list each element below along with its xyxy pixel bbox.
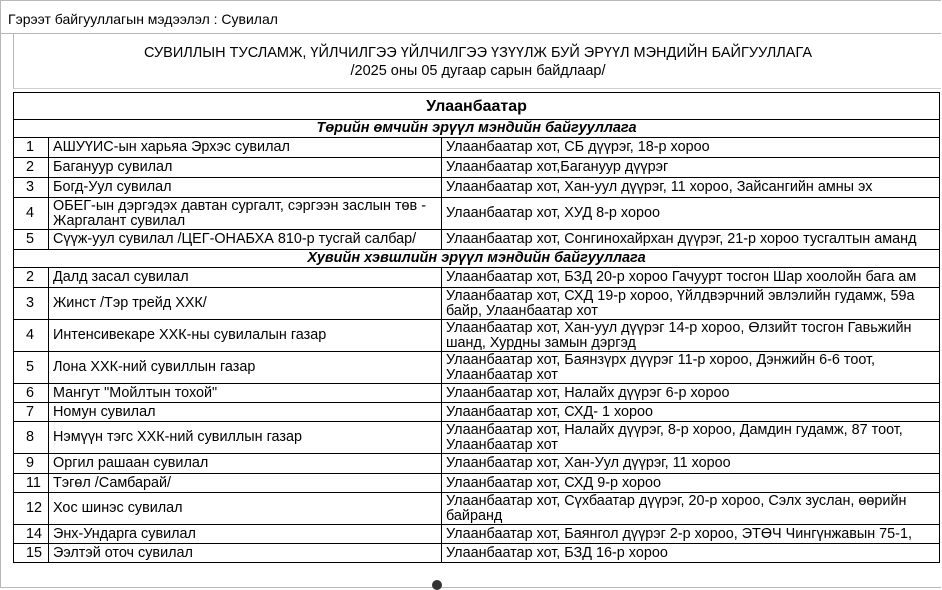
table-row: [14, 288, 940, 320]
table-row: [14, 198, 940, 230]
facility-name: Энх-Ундарга сувилал: [49, 525, 442, 544]
row-number: 4: [14, 198, 49, 230]
row-number: 5: [14, 352, 49, 384]
facility-address: Улаанбаатар хот, Баянзүрх дүүрэг 11-р хороо, Дэнжийн 6-6 тоот, Улаанбаатар хот: [442, 352, 940, 384]
facility-address: Улаанбаатар хот, Налайх дүүрэг 6-р хороо: [442, 384, 940, 403]
facility-address: Улаанбаатар хот, БЗД 20-р хороо Гачуурт тосгон Шар хоолойн бага ам: [442, 268, 940, 288]
facility-address: Улаанбаатар хот, СБ дүүрэг, 18-р хороо: [442, 138, 940, 158]
table-row: [14, 268, 940, 288]
facility-name: Далд засал сувилал: [49, 268, 442, 288]
facility-name: Жинст /Тэр трейд ХХК/: [49, 288, 442, 320]
facility-address: Улаанбаатар хот, Хан-Уул дүүрэг, 11 хороо: [442, 454, 940, 474]
row-number: 7: [14, 403, 49, 422]
row-number: 9: [14, 454, 49, 474]
table-row: [14, 525, 940, 544]
facility-name: Сүүж-уул сувилал /ЦЕГ-ОНАБХА 810-р тусгай салбар/: [49, 230, 442, 250]
table-row: [14, 230, 940, 250]
facility-name: АШУҮИС-ын харьяа Эрхэс сувилал: [49, 138, 442, 158]
row-number: 11: [14, 474, 49, 493]
table-row: [14, 158, 940, 178]
table-row: [14, 178, 940, 198]
table-row: [14, 384, 940, 403]
row-number: 6: [14, 384, 49, 403]
facility-address: Улаанбаатар хот,Багануур дүүрэг: [442, 158, 940, 178]
facility-name: Номун сувилал: [49, 403, 442, 422]
facility-name: Лона ХХК-ний сувиллын газар: [49, 352, 442, 384]
section-header-row: [14, 250, 940, 268]
document-heading: [13, 34, 941, 89]
row-number: 8: [14, 422, 49, 454]
facility-name: Ээлтэй оточ сувилал: [49, 544, 442, 563]
facilities-table: [13, 92, 940, 563]
row-number: 4: [14, 320, 49, 352]
section-title-public: Төрийн өмчийн эрүүл мэндийн байгууллага: [14, 120, 940, 138]
row-number: 15: [14, 544, 49, 563]
window-title: Гэрээт байгууллагын мэдээлэл : Сувилал: [8, 11, 278, 27]
table-row: [14, 352, 940, 384]
table-row: [14, 544, 940, 563]
facility-address: Улаанбаатар хот, Хан-уул дүүрэг, 11 хороо, Зайсангийн амны эх: [442, 178, 940, 198]
heading-line-1: СУВИЛЛЫН ТУСЛАМЖ, ҮЙЛЧИЛГЭЭ ҮЙЛЧИЛГЭЭ ҮЗҮҮЛЖ БУЙ ЭРҮҮЛ МЭНДИЙН БАЙГУУЛЛАГА: [143, 45, 813, 61]
facility-name: Богд-Уул сувилал: [49, 178, 442, 198]
table-row: [14, 474, 940, 493]
facility-name: Нэмүүн тэгс ХХК-ний сувиллын газар: [49, 422, 442, 454]
row-number: 2: [14, 158, 49, 178]
facility-address: Улаанбаатар хот, Хан-уул дүүрэг 14-р хороо, Өлзийт тосгон Гавьжийн шанд, Хурдны замын дэргэд: [442, 320, 940, 352]
table-row: [14, 320, 940, 352]
row-number: 12: [14, 493, 49, 525]
facility-address: Улаанбаатар хот, Налайх дүүрэг, 8-р хороо, Дамдин гудамж, 87 тоот, Улаанбаатар хот: [442, 422, 940, 454]
row-number: 1: [14, 138, 49, 158]
facility-address: Улаанбаатар хот, Сонгинохайрхан дүүрэг, 21-р хороо тусгалтын аманд: [442, 230, 940, 250]
facility-name: Тэгөл /Самбарай/: [49, 474, 442, 493]
facility-address: Улаанбаатар хот, СХД 19-р хороо, Үйлдвэрчний эвлэлийн гудамж, 59а байр, Улаанбаатар хот: [442, 288, 940, 320]
table-row: [14, 138, 940, 158]
facility-name: Багануур сувилал: [49, 158, 442, 178]
table-row: [14, 493, 940, 525]
city-name: Улаанбаатар: [14, 93, 940, 120]
row-number: 3: [14, 178, 49, 198]
facility-address: Улаанбаатар хот, БЗД 16-р хороо: [442, 544, 940, 563]
section-header-row: [14, 120, 940, 138]
row-number: 14: [14, 525, 49, 544]
table-row: [14, 422, 940, 454]
facility-name: ОБЕГ-ын дэргэдэх давтан сургалт, сэргээн заслын төв - Жаргалант сувилал: [49, 198, 442, 230]
section-title-private: Хувийн хэвшлийн эрүүл мэндийн байгууллага: [14, 250, 940, 268]
row-number: 3: [14, 288, 49, 320]
heading-line-2: /2025 оны 05 дугаар сарын байдлаар/: [350, 63, 606, 79]
facility-address: Улаанбаатар хот, ХУД 8-р хороо: [442, 198, 940, 230]
facility-address: Улаанбаатар хот, СХД- 1 хороо: [442, 403, 940, 422]
city-header-row: [14, 93, 940, 120]
row-number: 2: [14, 268, 49, 288]
facility-name: Оргил рашаан сувилал: [49, 454, 442, 474]
facility-address: Улаанбаатар хот, Сүхбаатар дүүрэг, 20-р хороо, Сэлх зуслан, өөрийн байранд: [442, 493, 940, 525]
window-title-bar: [1, 1, 941, 34]
facility-address: Улаанбаатар хот, СХД 9-р хороо: [442, 474, 940, 493]
page-marker: [432, 580, 442, 590]
facility-name: Хос шинэс сувилал: [49, 493, 442, 525]
row-number: 5: [14, 230, 49, 250]
table-row: [14, 403, 940, 422]
facility-name: Мангут "Мойлтын тохой": [49, 384, 442, 403]
facility-address: Улаанбаатар хот, Баянгол дүүрэг 2-р хороо, ЭТӨЧ Чингүнжавын 75-1,: [442, 525, 940, 544]
table-row: [14, 454, 940, 474]
facility-name: Интенсивекаре ХХК-ны сувилалын газар: [49, 320, 442, 352]
